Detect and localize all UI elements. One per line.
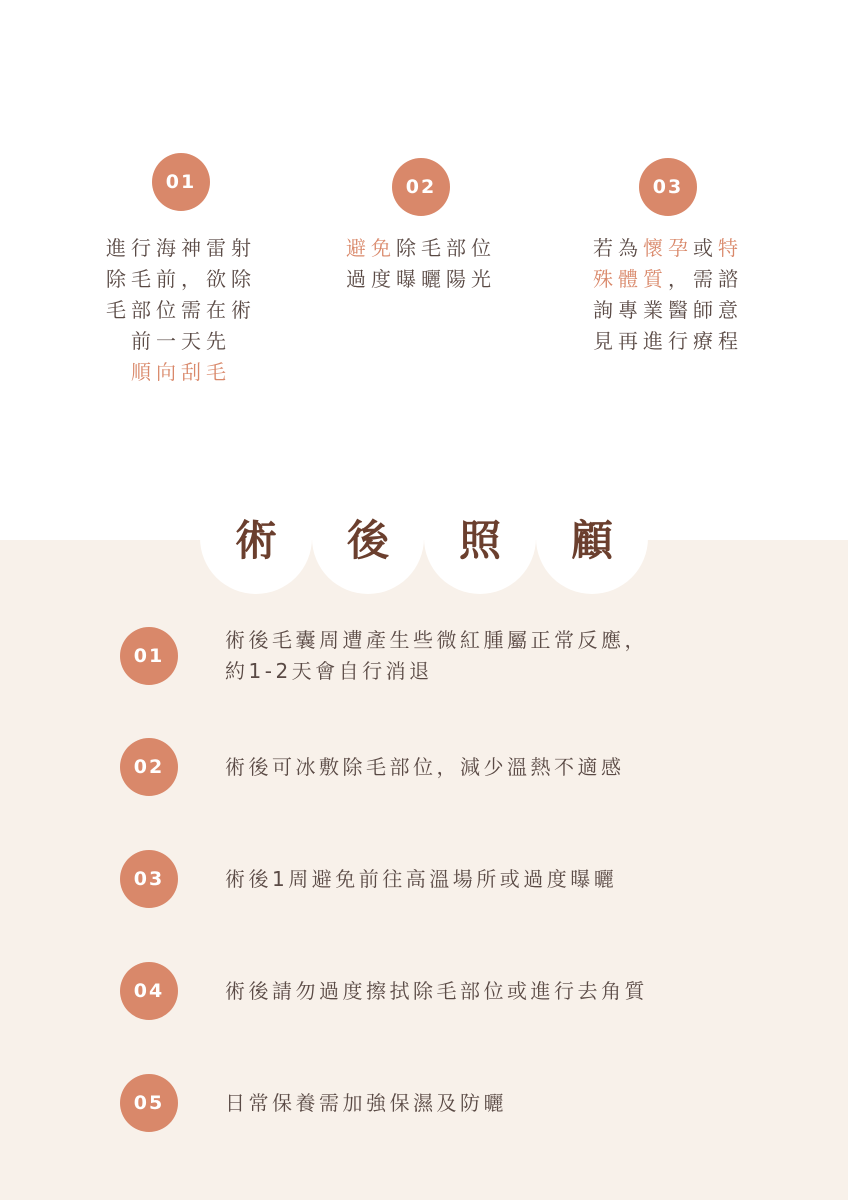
post-step-text xyxy=(225,976,648,1007)
section-title-char: 照 xyxy=(424,482,536,594)
text-line: 日常保養需加強保濕及防曬 xyxy=(225,1090,507,1115)
text-line: 術後可冰敷除毛部位，減少溫熱不適感 xyxy=(225,754,625,779)
post-step-text xyxy=(225,625,648,687)
text-segment: ，需諮 xyxy=(668,267,743,291)
text-line: 術後1周避免前往高溫場所或過度曝曬 xyxy=(225,866,618,891)
text-segment: 進行海神雷射 xyxy=(106,236,256,260)
pre-step-text xyxy=(306,233,536,295)
text-segment: 或 xyxy=(693,236,718,260)
post-step-text xyxy=(225,752,625,783)
text-segment: 詢專業醫師意 xyxy=(593,298,743,322)
post-step-5 xyxy=(120,1074,760,1132)
text-line: 術後毛囊周遭產生些微紅腫屬正常反應， xyxy=(225,628,648,652)
section-title-char: 後 xyxy=(312,482,424,594)
text-segment: 除毛前，欲除 xyxy=(106,267,256,291)
text-segment: 過度曝曬陽光 xyxy=(346,267,496,291)
text-segment: 若為 xyxy=(593,236,643,260)
pre-step-3 xyxy=(553,158,783,357)
highlight-text: 特 xyxy=(718,236,743,260)
step-number-badge: 03 xyxy=(120,850,178,908)
step-number-badge: 02 xyxy=(392,158,450,216)
step-number-badge: 01 xyxy=(120,627,178,685)
step-number-badge: 05 xyxy=(120,1074,178,1132)
text-segment: 毛部位需在術 xyxy=(106,298,256,322)
text-segment: 前一天先 xyxy=(131,329,231,353)
pre-step-2 xyxy=(306,158,536,295)
step-number-badge: 02 xyxy=(120,738,178,796)
highlight-text: 殊體質 xyxy=(593,267,668,291)
post-step-text xyxy=(225,1088,507,1119)
pre-care-section xyxy=(0,0,848,540)
step-number-badge: 03 xyxy=(639,158,697,216)
highlight-text: 順向刮毛 xyxy=(131,360,231,384)
post-step-text xyxy=(225,864,617,895)
step-number-badge: 01 xyxy=(152,153,210,211)
text-segment: 除毛部位 xyxy=(396,236,496,260)
section-title-char: 術 xyxy=(200,482,312,594)
post-step-4 xyxy=(120,962,760,1020)
post-step-2 xyxy=(120,738,760,796)
section-title-char: 顧 xyxy=(536,482,648,594)
pre-step-1 xyxy=(66,153,296,388)
highlight-text: 懷孕 xyxy=(643,236,693,260)
pre-step-text xyxy=(66,233,296,388)
step-number-badge: 04 xyxy=(120,962,178,1020)
text-segment: 見再進行療程 xyxy=(593,329,743,353)
post-step-3 xyxy=(120,850,760,908)
text-line: 術後請勿過度擦拭除毛部位或進行去角質 xyxy=(225,978,648,1003)
pre-step-text xyxy=(553,233,783,357)
text-line: 約1-2天會自行消退 xyxy=(225,659,433,683)
highlight-text: 避免 xyxy=(346,236,396,260)
post-step-1 xyxy=(120,625,760,687)
